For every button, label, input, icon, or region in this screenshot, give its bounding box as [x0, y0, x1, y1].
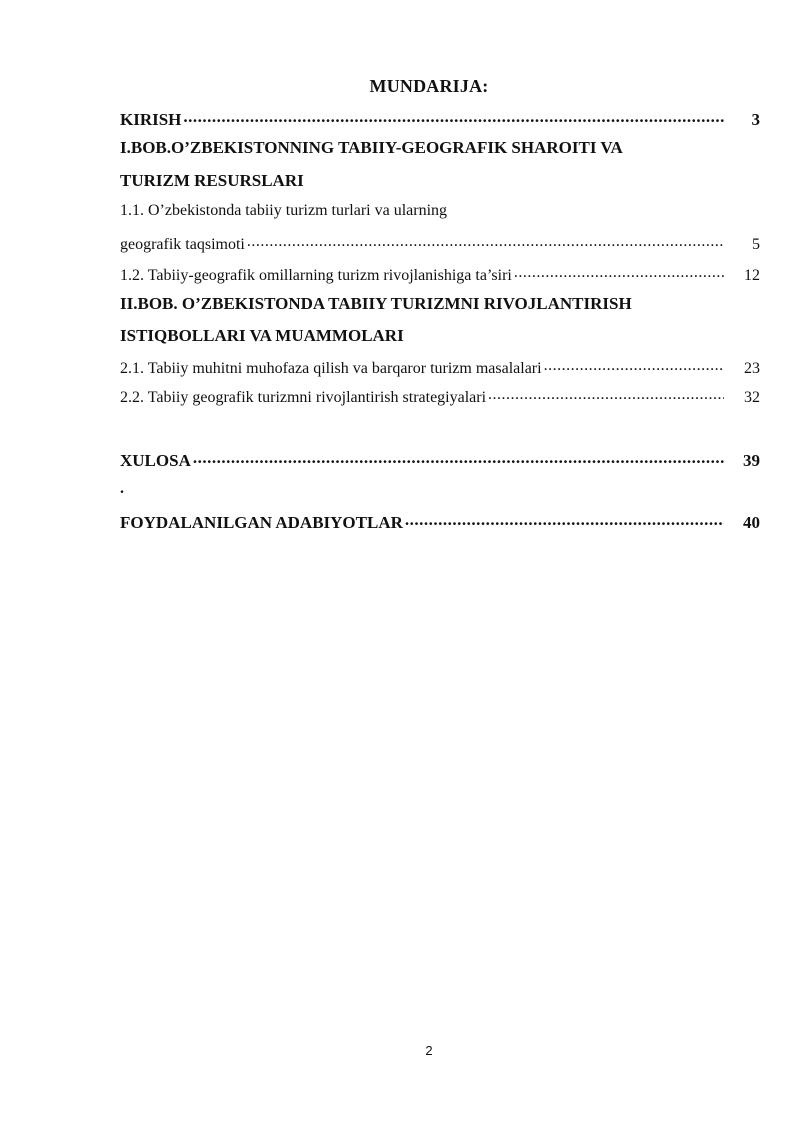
toc-entry-1-2 — [120, 264, 760, 285]
toc-entry-label: FOYDALANILGAN ADABIYOTLAR — [120, 513, 403, 532]
page-title: MUNDARIJA: — [369, 76, 489, 96]
dot-leader — [488, 386, 724, 402]
chapter1-title-line2: TURIZM RESURSLARI — [120, 171, 304, 190]
toc-entry-references — [120, 511, 760, 533]
toc-entry-page: 39 — [743, 451, 760, 470]
toc-entry-label: 2.1. Tabiiy muhitni muhofaza qilish va barqaror turizm masalalari — [120, 360, 542, 377]
dot-leader — [193, 449, 724, 466]
toc-entry-2-1 — [120, 357, 760, 378]
toc-entry-conclusion — [120, 449, 760, 471]
toc-entry-1-1 — [120, 233, 760, 254]
footer-page-number: 2 — [425, 1043, 433, 1058]
dot-leader — [514, 264, 724, 280]
dot-leader — [544, 357, 724, 373]
toc-entry-label: KIRISH — [120, 110, 182, 129]
dot-leader — [183, 108, 724, 125]
toc-entry-2-2 — [120, 386, 760, 407]
dot-leader — [247, 233, 724, 249]
toc-entry-label: geografik taqsimoti — [120, 236, 245, 253]
toc-entry-page: 5 — [752, 236, 760, 253]
toc-entry-label: XULOSA — [120, 451, 191, 470]
stray-dot: . — [120, 480, 124, 497]
toc-entry-page: 23 — [744, 360, 760, 377]
toc-entry-page: 12 — [744, 267, 760, 284]
toc-entry-page: 40 — [743, 513, 760, 532]
toc-entry-page: 32 — [744, 389, 760, 406]
toc-entry-label: 2.2. Tabiiy geografik turizmni rivojlantirish strategiyalari — [120, 389, 487, 406]
chapter1-title-line1: I.BOB.O’ZBEKISTONNING TABIIY-GEOGRAFIK SHAROITI VA — [120, 138, 623, 157]
toc-entry-page: 3 — [751, 110, 760, 129]
chapter2-title-line1: II.BOB. O’ZBEKISTONDA TABIIY TURIZMNI RIVOJLANTIRISH — [120, 294, 632, 313]
toc-entry-label: 1.2. Tabiiy-geografik omillarning turizm rivojlanishiga ta’siri — [120, 267, 512, 284]
chapter2-title-line2: ISTIQBOLLARI VA MUAMMOLARI — [120, 326, 404, 345]
dot-leader — [405, 511, 724, 528]
toc-entry-intro — [120, 108, 760, 130]
section-1-1-line1: 1.1. O’zbekistonda tabiiy turizm turlari va ularning — [120, 202, 448, 219]
